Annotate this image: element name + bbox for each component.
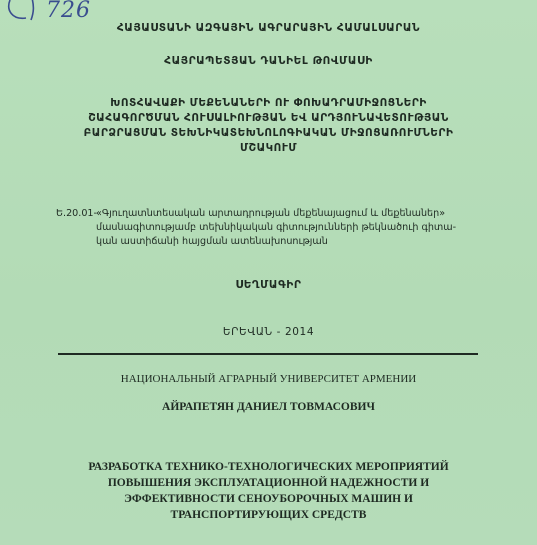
russian-author: АЙРАПЕТЯН ДАНИЕЛ ТОВМАСОВИЧ bbox=[162, 401, 375, 413]
armenian-city-year: ԵՐԵՎԱՆ - 2014 bbox=[222, 326, 315, 338]
russian-title-line: ПОВЫШЕНИЯ ЭКСПЛУАТАЦИОННОЙ НАДЕЖНОСТИ И bbox=[107, 477, 430, 489]
specialty-line: «Գյուղատնտեսական արտադրության մեքենայացում և մեքենաներ» bbox=[96, 208, 446, 219]
armenian-title-line: ԽՈՏՀԱՎԱՔԻ ՄԵՔԵՆԱՆԵՐԻ ՈՒ ՓՈԽԱԴՐԱՄԻՋՈՑՆԵՐԻ bbox=[110, 97, 427, 109]
russian-title-line: РАЗРАБОТКА ТЕХНИКО-ТЕХНОЛОГИЧЕСКИХ МЕРОПРИЯТИЙ bbox=[88, 461, 449, 473]
armenian-title-line: ԲԱՐՁՐԱՑՄԱՆ ՏԵԽՆԻԿԱՏԵԽՆՈԼՈԳԻԱԿԱՆ ՄԻՋՈՑԱՌՈՒՄՆԵՐԻ bbox=[83, 127, 454, 139]
russian-title-line: ТРАНСПОРТИРУЮЩИХ СРЕДСТВ bbox=[170, 509, 367, 521]
russian-title-line: ЭФФЕКТИВНОСТИ СЕНОУБОРОЧНЫХ МАШИН И bbox=[124, 493, 413, 505]
armenian-university: ՀԱՅԱՍՏԱՆԻ ԱԶԳԱՅԻՆ ԱԳՐԱՐԱՅԻՆ ՀԱՄԱԼՍԱՐԱՆ bbox=[116, 22, 421, 34]
handwritten-number: 726 bbox=[46, 0, 91, 23]
armenian-author: ՀԱՅՐԱՊԵՏՅԱՆ ԴԱՆԻԵԼ ԹՈՎՄԱՍԻ bbox=[164, 55, 373, 67]
armenian-title-line: ՇԱՀԱԳՈՐԾՄԱՆ ՀՈՒՍԱԼԻՈՒԹՅԱՆ ԵՎ ԱՐԴՅՈՒՆԱՎԵՏՈՒԹՅԱՆ bbox=[88, 112, 449, 124]
armenian-doc-type: ՍԵՂՄԱԳԻՐ bbox=[235, 279, 302, 291]
specialty-line: մասնագիտությամբ տեխնիկական գիտությունների թեկնածուի գիտա- bbox=[96, 222, 457, 233]
armenian-specialty bbox=[56, 207, 516, 249]
armenian-title-line: ՄՇԱԿՈՒՄ bbox=[239, 142, 298, 154]
specialty-code: Ե.20.01- bbox=[56, 208, 97, 219]
specialty-line: կան աստիճանի հայցման ատենախոսության bbox=[96, 236, 328, 247]
divider-line bbox=[58, 353, 478, 355]
russian-university: НАЦИОНАЛЬНЫЙ АГРАРНЫЙ УНИВЕРСИТЕТ АРМЕНИИ bbox=[120, 373, 417, 385]
